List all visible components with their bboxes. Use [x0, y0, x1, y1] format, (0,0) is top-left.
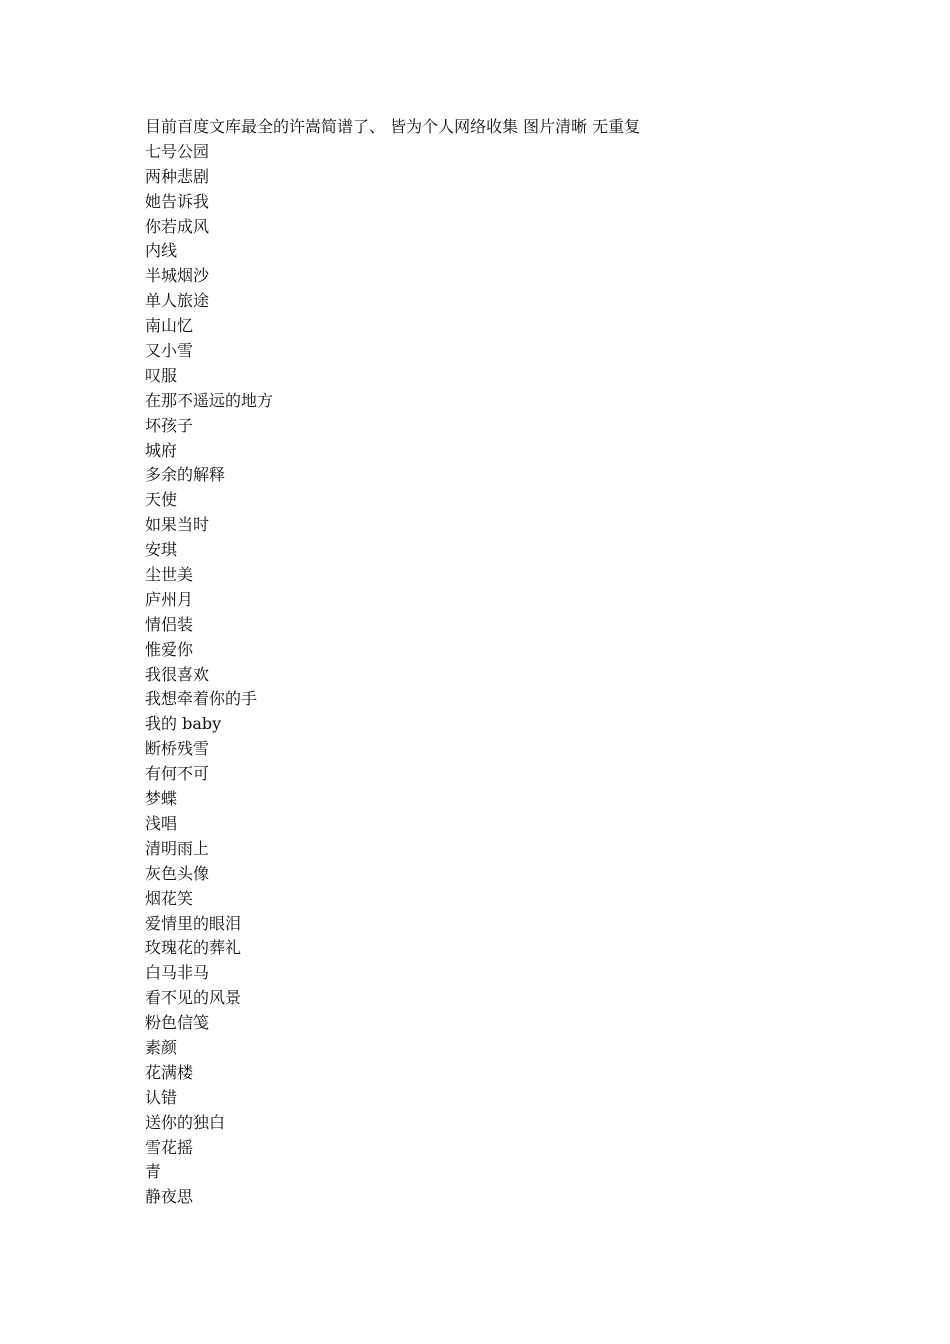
song-title: 情侣装 [145, 614, 194, 634]
song-title: 坏孩子 [145, 415, 194, 435]
song-title: 我很喜欢 [145, 664, 210, 684]
song-title: 安琪 [145, 540, 178, 560]
song-title: 我的 baby [145, 714, 222, 734]
song-title: 玫瑰花的葬礼 [145, 938, 242, 958]
song-title: 爱情里的眼泪 [145, 913, 242, 933]
song-title: 你若成风 [145, 216, 210, 236]
song-title: 多余的解释 [145, 465, 226, 485]
song-title: 两种悲剧 [145, 166, 210, 186]
song-title: 梦蝶 [145, 789, 178, 809]
song-title: 在那不遥远的地方 [145, 390, 274, 410]
document-body [145, 115, 845, 1210]
song-title: 青 [145, 1162, 162, 1182]
song-title: 叹服 [145, 365, 178, 385]
song-title: 庐州月 [145, 589, 194, 609]
song-title: 又小雪 [145, 341, 194, 361]
song-title: 城府 [145, 440, 178, 460]
song-list [145, 140, 845, 1210]
song-title: 灰色头像 [145, 863, 210, 883]
song-title: 烟花笑 [145, 888, 194, 908]
song-title: 内线 [145, 241, 178, 261]
song-title: 单人旅途 [145, 291, 210, 311]
song-title: 尘世美 [145, 565, 194, 585]
song-title: 惟爱你 [145, 639, 194, 659]
song-title: 雪花摇 [145, 1137, 194, 1157]
song-title: 认错 [145, 1087, 178, 1107]
song-title: 浅唱 [145, 813, 178, 833]
song-title: 七号公园 [145, 141, 210, 161]
song-title: 半城烟沙 [145, 266, 210, 286]
song-title: 清明雨上 [145, 838, 210, 858]
song-title: 粉色信笺 [145, 1013, 210, 1033]
song-title: 素颜 [145, 1037, 178, 1057]
song-title: 她告诉我 [145, 191, 210, 211]
song-title: 我想牵着你的手 [145, 689, 258, 709]
song-title: 看不见的风景 [145, 988, 242, 1008]
song-title: 天使 [145, 490, 178, 510]
song-title: 有何不可 [145, 764, 210, 784]
song-title: 送你的独白 [145, 1112, 226, 1132]
song-title: 南山忆 [145, 316, 194, 336]
document-heading: 目前百度文库最全的许嵩简谱了、 皆为个人网络收集 图片清晰 无重复 [145, 117, 641, 136]
song-title: 静夜思 [145, 1187, 194, 1207]
song-title: 花满楼 [145, 1062, 194, 1082]
song-title: 白马非马 [145, 963, 210, 983]
song-title: 断桥残雪 [145, 739, 210, 759]
song-title: 如果当时 [145, 515, 210, 535]
